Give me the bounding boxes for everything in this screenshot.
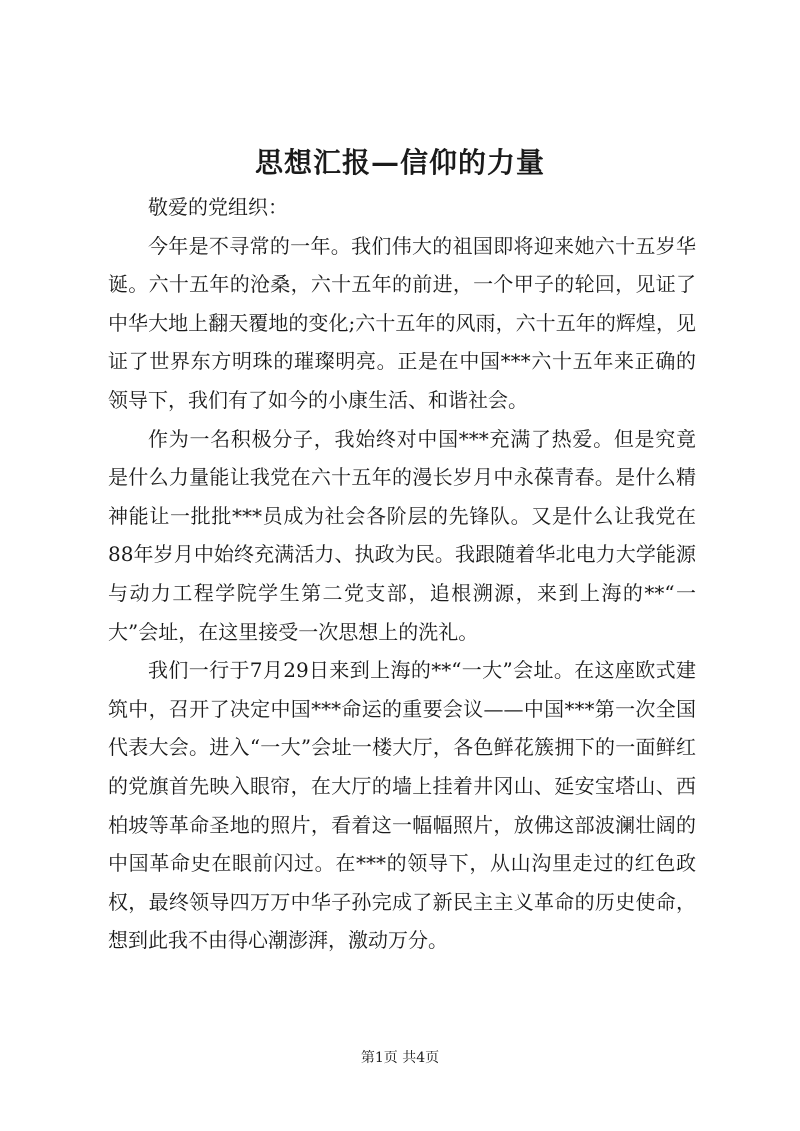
document-body: [108, 188, 696, 960]
paragraph-3: 我们一行于7月29日来到上海的**“一大”会址。在这座欧式建筑中，召开了决定中国***命运的重要会议——中国***第一次全国代表大会。进入“一大”会址一楼大厅，各色鲜花簇拥下的一面鲜红的党旗首先映入眼帘，在大厅的墙上挂着井冈山、延安宝塔山、西柏坡等革命圣地的照片，看着这一幅幅照片，放佛这部波澜壮阔的中国革命史在眼前闪过。在***的领导下，从山沟里走过的红色政权，最终领导四万万中华子孙完成了新民主主义革命的历史使命，想到此我不由得心潮澎湃，激动万分。: [108, 658, 696, 953]
page-number-footer: 第1页 共4页: [360, 1050, 440, 1066]
paragraph-1: 今年是不寻常的一年。我们伟大的祖国即将迎来她六十五岁华诞。六十五年的沧桑，六十五年的前进，一个甲子的轮回，见证了中华大地上翻天覆地的变化;六十五年的风雨，六十五年的辉煌，见证了世界东方明珠的璀璨明亮。正是在中国***六十五年来正确的领导下，我们有了如今的小康生活、和谐社会。: [108, 233, 696, 412]
document-title: 思想汇报—信仰的力量: [254, 146, 545, 179]
paragraph-2: 作为一名积极分子，我始终对中国***充满了热爱。但是究竟是什么力量能让我党在六十五年的漫长岁月中永葆青春。是什么精神能让一批批***员成为社会各阶层的先锋队。又是什么让我党在88年岁月中始终充满活力、执政为民。我跟随着华北电力大学能源与动力工程学院学生第二党支部，追根溯源，来到上海的**“一大”会址，在这里接受一次思想上的洗礼。: [108, 426, 696, 644]
salutation: 敬爱的党组织：: [148, 195, 288, 219]
